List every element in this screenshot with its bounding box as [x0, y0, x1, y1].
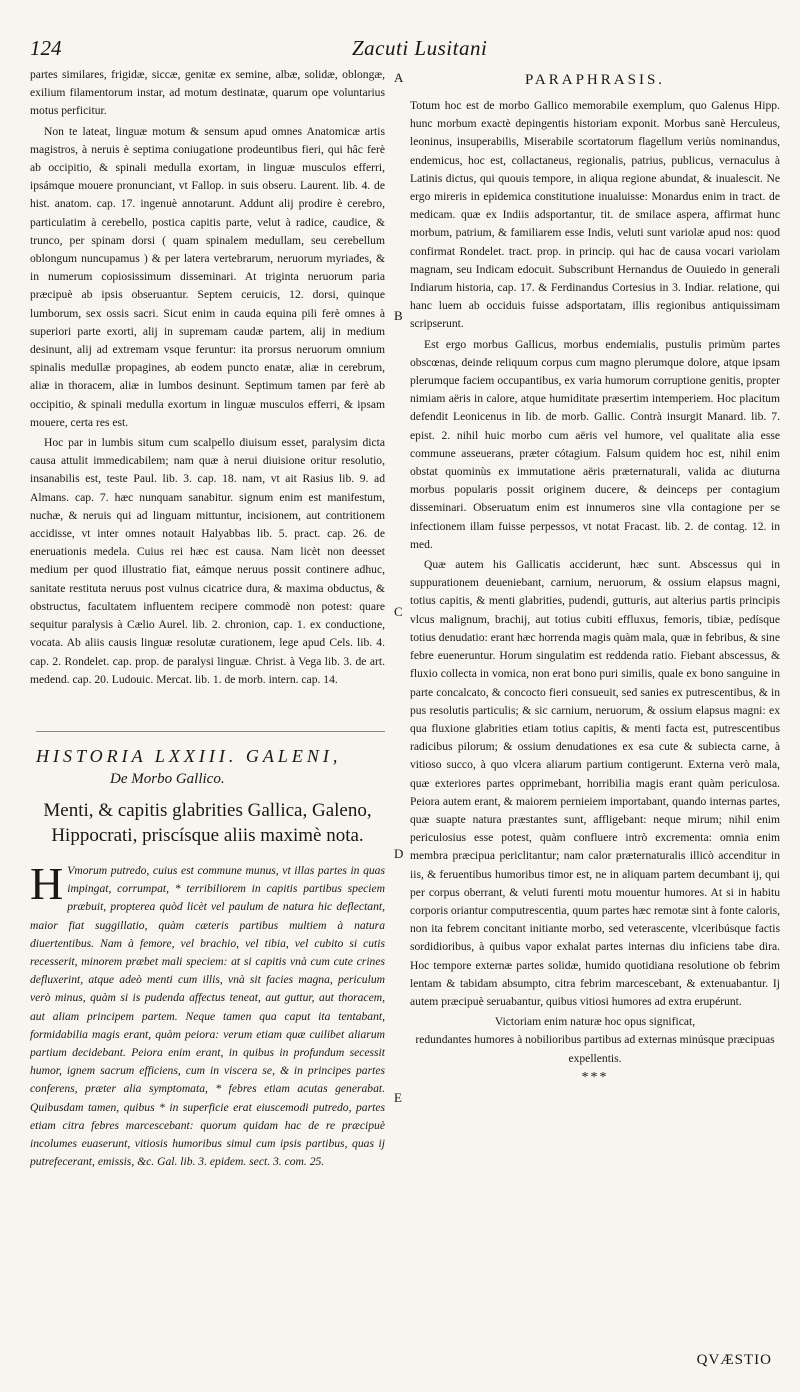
closing-line-3: expellentis. — [568, 1051, 622, 1065]
right-paragraph-1: Totum hoc est de morbo Gallico memorabile exemplum, quo Galenus Hipp. hunc morbum exactè depingentis historiam exponit. Morbus sanè Herculeus, leoninus, insuperabilis, Miserabile scortatorum flagellum veriùs nominandus, endemicus, hoc est, collactaneus, regionalis, patrius, publicus, vernaculus à Latinis dictus, qui quouis tempore, in aliqua regione abundat, & inualescit. Ne ergo mireris in epidemica constitutione inualuisse: Monardus enim in tract. de medicam. quæ ex Indiis adsportantur, tit. de smilace aspera, affirmat hunc morbum, patrium, & familiarem esse Indis, veluti sunt variolæ apud nos: quod confirmat Rondelet. tract. prop. in princip. qui hac de causa vocari variolam magnam, seu Indicam edocuit. Subscribunt Hernandus de Ouuiedo in generali Indiarum historia, cap. 17. & Ferdinandus Cortesius in 3. Indiar. relatione, qui hanc luem ab occiduis fuisse adsportatam, illis regionibus antiquissimam scripserunt. — [410, 99, 780, 331]
galen-quote — [30, 857, 385, 1171]
chapter-summary: Menti, & capitis glabrities Gallica, Galeno, Hippocrati, priscísque aliis maximè nota. — [43, 799, 372, 846]
asterisks-ornament: *** — [581, 1069, 609, 1085]
margin-marker-b: B — [394, 308, 403, 323]
margin-marker-c: C — [394, 604, 403, 619]
margin-marker-d: D — [394, 846, 404, 861]
history-heading: HISTORIA LXXIII. GALENI, — [36, 731, 385, 767]
left-paragraph-1: partes similares, frigidæ, siccæ, genitæ ex semine, albæ, solidæ, oblongæ, exilium filamentorum instar, ad motum destinatæ, quarum ope voluntarius motus perficitur. — [30, 68, 385, 118]
running-head: Zacuti Lusitani — [352, 36, 488, 60]
closing-line-1: Victoriam enim naturæ hoc opus significat, — [494, 1015, 696, 1029]
history-subheading: De Morbo Gallico. — [110, 770, 225, 787]
right-paragraph-2: Est ergo morbus Gallicus, morbus endemialis, pustulis primùm partes obscœnas, deinde reliquum corpus cum magno plerumque dolore, atque ipsam plerumque faciem occupantibus, ex varia humorum corruptione genitis, propter nimiam aëris in calore, atque humiditate præsertim intemperiem. Hoc placitum defendit Leonicenus in lib. de morb. Gallic. Contrà insurgit Manard. lib. 7. epist. 2. nihil huic morbo cum aëris vel humore, vel qualitate alia esse commune asseuerans, præter cótagium. Falsum quidem hoc est, nihil enim obstat quominùs ex immutatione aëris præternaturali, valida ac diuturna morbus popularis possit originem ducere, & deinceps per contagium disseminari. Obseruatum enim est innumeros sine vlla contagione per se infectionem illam fuisse perpessos, vt notat Fracast. lib. 2. de contag. 12. in med. — [410, 337, 780, 551]
galen-quote-text: Vmorum putredo, cuius est commune munus, vt illas partes in quas impingat, corrumpat, * terribiliorem in capitis partibus speciem præbuit, propterea quòd licèt vel paulum de natura hic deflectant, maior fiat suggillatio, quàm cæteris partibus multiem à natura diuertentibus. Nam à femore, vel brachio, vel tibia, vel cubito si cutis recesserit, minorem præbet mali speciem: at si capitis vnà cum cute crines defluxerint, atque adeò menti cum illis, vnà sit facies magna, periculum verò minus, quàm si is pudenda affectus teneat, aut guttur, aut thoracem, aut aliam principem partem. Neque tamen qua caput ita tentabant, formidabilia magis erant, quàm peiora: verum etiam quæ cuilibet aliarum partium decidebant. Peiora enim erant, in quibus in profundum secessit humor, ignem sacrum efficiens, cum in viscera se, & in principes partes conferens, præter alia symptomata, * febres etiam acutas generabat. Quibusdam tamen, quibus * in superficie erat eiuscemodi putredo, partes etiam citra febres marcescebant: quorum quidam hac de re præcipuè incolumes euaserunt, vitiosis humoribus simul cum ipsis partibus, quas ij putrefecerant, emissis, &c. Gal. lib. 3. epidem. sect. 3. com. 25. — [30, 863, 385, 1169]
left-paragraph-2: Non te lateat, linguæ motum & sensum apud omnes Anatomicæ artis magistros, à neruis è septima coniugatione prodeuntibus fieri, qui hâc ferè ab occipitio, & spinali medulla exortam, in linguæ musculos efferri, ipsámque mouere pronunciant, vt Fallop. in suis obseru. Laurent. lib. 4. de hist. anatom. cap. 17. ingenuè annotarunt. Addunt alij prodire è cerebro, particulatim à cerebello, postica capitis parte, velut à radice, caudice, & trunco, per spinam dorsi ( quam spinalem medullam, seu cerebellum oblongum nuncupamus ) & per latera vertebrarum, neruorum myriades, & in numerum copiosissimum disseminari. At triginta neruorum paria præcipuè ab ipsis obseruantur. Septem ceruicis, 12. dorsi, quinque lumborum, sex ossis sacri. Sicut enim in cauda equina pili ferè omnes à superiori parte exorti, alij in supremam caudæ partem, alij in medium desinunt, alij ad extremam vsque feruntur: ita prorsus neruorum omnium spinalis medullæ propagines, ab eodem puncto enatæ, aliæ in cerebrum, aliæ in thoracem, aliæ in lumbos desinunt. Septimum tamen par ferè ab occipitio, & spinali medulla exortum in linguæ musculos efferri, & ipsam mouere, certa res est. — [30, 124, 385, 429]
paraphrasis-heading: PARAPHRASIS. — [524, 72, 666, 88]
right-paragraph-3: Quæ autem his Gallicatis acciderunt, hæc sunt. Abscessus qui in suppurationem deueniebant, carnium, neruorum, & ossium elapsus magni, totius capitis, & menti glabrities, pudendi, gutturis, aut alterius partis principis vlcus malignum, brachij, aut totius cubiti effluxus, femoris, tibiæ, pedísque totius denudatio: erant hæc horrenda magis quàm mala, quæ in febribus, & sine febre eueneruntur. Horum singulatim est reddenda ratio. Fiebant abscessus, & fluxio collecta in vomica, non erat bono puri similis, quale ex bono sanguine in parte concalcato, & concocto fieri consueuit, sed sanies ex putrescentibus, & in pus resolutis particulis; & sic carnium, neruorum, & ossium elapsus magni: ex qua fluxione glabrities etiam totius capitis, & menti facta est, putrescentibus radicibus pilorum; & ossium denudationes ex esa cute & subiecta carne, à vitioso succo, à quo vlcera aliarum partium contigerunt. Externa verò mala, quæ exteriores partes opprimebant, horribilia magis erant quàm periculosa. Peiora autem erant, & maiorem pernieiem importabant, quando internas partes, quæ suapte natura præstantes sunt, affligebant: neque mirum; nihil enim periculosius esse potest, quàm confluere intrò excrementa: omnia enim membra præcipua periclitantur; nam calor præternaturalis illicò accenditur in iis, & feruentibus humoribus timor est, ne in aliquam partem decumbant ij, qui per corpus oberrant, & veluti furenti motu mouentur humores. At si in habitu corporis oriantur computrescentia, quum partes hæc remotæ sint à fonte caloris, non ita febrem concitant initiante morbo, sed veterascente, vlceribúsque factis sordidioribus, à quibus vapor exhalat partes internas diu inficiens tabe dira. Hoc tempore externæ partes solidæ, humido quotidiana resolutione ob febrim lentam & tabidam absumpto, citra febrim marcescebant, & extenuabantur. Ij autem præcipuè seruabantur, quibus vitiosi humores ad extra erupérunt. — [410, 558, 780, 1008]
right-column — [410, 66, 780, 1386]
drop-cap: H — [30, 857, 64, 909]
left-paragraph-3: Hoc par in lumbis situm cum scalpello diuisum esset, paralysim dicta causa attulit immedicabilem; nam quæ à nerui diuisione oritur resolutio, insanabilis est, teste Paul. lib. 3. cap. 18. nam, vt ait Rasius lib. 9. ad Almans. cap. 7. hæc nunquam sanabitur. signum enim est manifestum, nuchæ, & neruis qui ad linguam mittuntur, incisionem, aut contritionem accidisse, vt inter omnes notauit Halyabbas lib. 5. pract. cap. 26. de eneruationis medela. Cuius rei hæc est causa. Nam licèt non deesset medium per quod illustratio fiat, eámque neruus possit continere adhuc, sanitate restituta neruus post vulnus cicatrice dura, & maxima obductus, & obstructus, facultatem influentem recipere commodè non potest: quare sequitur paralysis à Cælio Aurel. lib. 2. chronion, cap. 1. ex conductione, vocata. Ab aliis causis linguæ resolutæ curationem, lege apud Cels. lib. 4. cap. 2. Rondelet. cap. prop. de paralysi linguæ. Christ. à Vega lib. 3. de art. medend. cap. 20. Ludouic. Mercat. lib. 1. de morb. intern. cap. 14. — [30, 436, 385, 686]
margin-marker-a: A — [394, 70, 404, 85]
left-column — [30, 66, 385, 1386]
closing-line-2: redundantes humores à nobilioribus partibus ad externas minúsque præcipuas — [415, 1033, 775, 1047]
page-number: 124 — [30, 36, 62, 60]
margin-marker-e: E — [394, 1090, 402, 1105]
catchword: QVÆSTIO — [696, 1352, 772, 1368]
